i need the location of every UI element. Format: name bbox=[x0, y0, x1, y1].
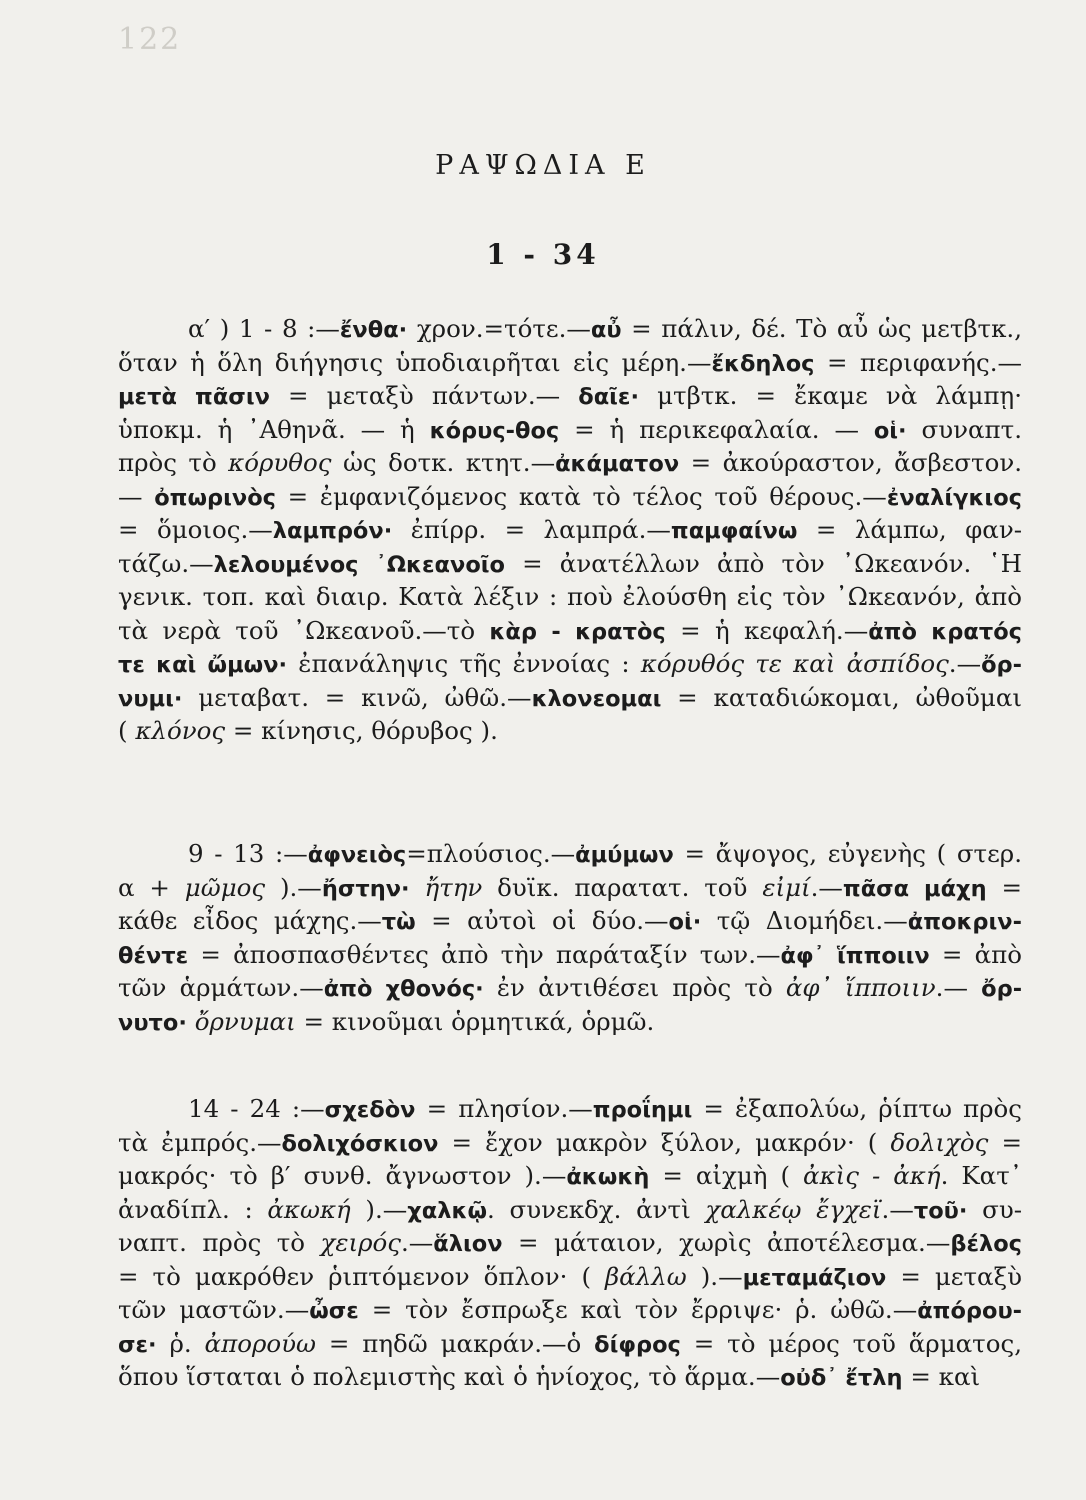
lemma-term: ἐναλίγκιος bbox=[886, 484, 1022, 511]
gloss-text: ἀναδίπλ. : bbox=[118, 1194, 268, 1224]
text-line bbox=[118, 446, 1022, 480]
lemma-term: μεταμάζιον bbox=[742, 1264, 887, 1291]
gloss-text: .— bbox=[400, 1228, 434, 1257]
paragraph-verses-1-8 bbox=[118, 312, 1022, 748]
gloss-text: χρον.=τότε.— bbox=[407, 314, 591, 343]
gloss-text: ὅπου ἵσταται ὁ πολεμιστὴς καὶ ὁ ἡνίοχος, τὸ ἅρμα.— bbox=[118, 1362, 781, 1391]
lemma-term: τὼ bbox=[381, 909, 416, 935]
gloss-text: ἐπανάληψις τῆς ἐννοίας : bbox=[287, 649, 641, 678]
gloss-text: = κινοῦμαι ὁρμητικά, ὁρμῶ. bbox=[295, 1006, 655, 1036]
text-line bbox=[118, 547, 1022, 581]
text-line bbox=[118, 480, 1022, 514]
text-line bbox=[118, 580, 1022, 614]
text-line bbox=[118, 614, 1022, 648]
italic-term: ἀπορούω bbox=[204, 1328, 316, 1358]
gloss-text: 14 - 24 :— bbox=[188, 1094, 325, 1123]
italic-term: ἤτην bbox=[424, 872, 483, 902]
text-line bbox=[118, 647, 1022, 681]
gloss-text: =πλούσιος.— bbox=[406, 839, 576, 868]
gloss-text: τῶν μαστῶν.— bbox=[118, 1295, 310, 1324]
gloss-text: συ- bbox=[967, 1194, 1022, 1224]
gloss-text: τὰ νερὰ τοῦ ᾿Ωκεανοῦ.—τὸ bbox=[118, 615, 490, 645]
text-line bbox=[118, 413, 1022, 447]
italic-term: ἀφ᾿ ἵπποιιν bbox=[785, 973, 936, 1002]
lemma-term: κόρυς-θος bbox=[429, 417, 560, 444]
text-line bbox=[118, 1092, 1022, 1126]
lemma-term: ἀφνειὸς bbox=[307, 842, 407, 868]
lemma-term: πᾶσα μάχη bbox=[842, 875, 987, 902]
lemma-term: ὦσε bbox=[309, 1298, 359, 1324]
text-line bbox=[118, 346, 1022, 380]
gloss-text: = μεταξὺ bbox=[886, 1261, 1022, 1291]
text-line bbox=[118, 1159, 1022, 1193]
chapter-title: ΡΑΨΩΔΙΑ Ε bbox=[435, 150, 651, 181]
gloss-text bbox=[410, 873, 425, 902]
text-line bbox=[118, 379, 1022, 413]
paragraph-verses-9-13 bbox=[118, 837, 1022, 1038]
gloss-text: ).— bbox=[265, 872, 322, 902]
italic-term: κόρυθός τε καὶ ἀσπίδος bbox=[640, 649, 949, 678]
text-line bbox=[118, 1327, 1022, 1361]
verse-range-heading: 1 - 34 bbox=[486, 238, 600, 271]
lemma-term: νυτο· bbox=[118, 1009, 187, 1036]
gloss-text: = ἀκούραστον, ἄσβεστον. bbox=[679, 448, 1023, 477]
lemma-term: προΐημι bbox=[592, 1097, 693, 1123]
gloss-text: ὡς δοτκ. κτητ.— bbox=[331, 448, 556, 477]
text-line bbox=[118, 1226, 1022, 1260]
lemma-term: λαμπρόν· bbox=[272, 518, 393, 544]
lemma-term: ὄρ- bbox=[981, 976, 1023, 1002]
lemma-term: ἔκδηλος bbox=[711, 350, 815, 377]
gloss-text: ῥ. bbox=[156, 1328, 205, 1358]
lemma-term: ἀπὸ κρατός bbox=[868, 618, 1022, 645]
gloss-text: α′ ) 1 - 8 :— bbox=[188, 314, 340, 343]
italic-term: κλόνος bbox=[135, 716, 226, 745]
gloss-text: = bbox=[986, 872, 1022, 902]
lemma-term: θέντε bbox=[118, 942, 189, 969]
gloss-text: = ἀνατέλλων ἀπὸ τὸν ᾿Ωκεανόν. ῾Η bbox=[505, 548, 1023, 578]
lemma-term: χαλκῷ bbox=[407, 1197, 488, 1224]
lemma-term: τε καὶ ὤμων· bbox=[118, 652, 288, 678]
lemma-term: κλονεομαι bbox=[531, 685, 662, 712]
bleed-through-page-number: 122 bbox=[118, 22, 182, 57]
lemma-term: παμφαίνω bbox=[670, 518, 798, 544]
text-line bbox=[118, 1260, 1022, 1294]
gloss-text: συναπτ. bbox=[906, 414, 1022, 444]
text-line bbox=[118, 871, 1022, 905]
italic-term: κόρυθος bbox=[228, 448, 332, 477]
lemma-term: ἤστην· bbox=[321, 875, 410, 902]
text-line bbox=[118, 312, 1022, 346]
italic-term: χαλκέῳ ἔγχεϊ bbox=[705, 1194, 882, 1224]
gloss-text: μακρός· τὸ β′ συνθ. ἄγνωστον ).— bbox=[118, 1161, 567, 1190]
gloss-text: ναπτ. πρὸς τὸ bbox=[118, 1228, 321, 1257]
lemma-term: οἱ· bbox=[873, 417, 907, 444]
text-line bbox=[118, 1293, 1022, 1327]
gloss-text: = αἰχμὴ ( bbox=[649, 1161, 804, 1190]
gloss-text: = ὅμοιος.— bbox=[118, 515, 273, 544]
paragraph-verses-14-24 bbox=[118, 1092, 1022, 1394]
gloss-text: = πάλιν, δέ. Τὸ αὖ ὡς μετβτκ., bbox=[621, 314, 1022, 343]
lemma-term: αὖ bbox=[590, 317, 622, 343]
gloss-text: = bbox=[988, 1127, 1022, 1157]
lemma-term: ἀκάματον bbox=[555, 451, 680, 477]
italic-term: βάλλω bbox=[605, 1261, 687, 1291]
lemma-term: ὄρ- bbox=[981, 652, 1022, 678]
lemma-term: ἀφ᾿ ἵπποιιν bbox=[780, 942, 930, 969]
gloss-text: .— bbox=[948, 649, 982, 678]
gloss-text: πρὸς τὸ bbox=[118, 448, 229, 477]
lemma-term: βέλος bbox=[950, 1231, 1023, 1257]
text-line bbox=[118, 1360, 1022, 1394]
gloss-text: = τὸ μακρόθεν ῥιπτόμενον ὅπλον· ( bbox=[118, 1261, 605, 1291]
gloss-text: = αὐτοὶ οἱ δύο.— bbox=[415, 906, 669, 935]
gloss-text: = καὶ bbox=[902, 1362, 981, 1391]
lemma-term: ἀπόρου- bbox=[917, 1298, 1023, 1324]
lemma-term: δίφρος bbox=[594, 1331, 681, 1358]
lemma-term: λελουμένος ᾿Ωκεανοῖο bbox=[213, 551, 506, 578]
gloss-text: ἐπίρρ. = λαμπρά.— bbox=[392, 515, 671, 544]
gloss-text: = τὸν ἔσπρωξε καὶ τὸν ἔρριψε· ῥ. ὠθῶ.— bbox=[358, 1295, 918, 1324]
text-line bbox=[118, 714, 1022, 748]
gloss-text: .— bbox=[935, 973, 982, 1002]
gloss-text: = ἐξαπολύω, ῥίπτω πρὸς bbox=[692, 1094, 1023, 1123]
gloss-text: τάζω.— bbox=[118, 548, 214, 578]
lemma-term: οὐδ᾿ ἔτλη bbox=[780, 1365, 903, 1391]
lemma-term: νυμι· bbox=[118, 685, 183, 712]
lemma-term: σχεδὸν bbox=[324, 1097, 416, 1123]
text-line bbox=[118, 1005, 1022, 1039]
italic-term: μῶμος bbox=[184, 872, 266, 902]
italic-term: χειρός bbox=[320, 1228, 401, 1257]
text-line bbox=[118, 971, 1022, 1005]
lemma-term: ὀπωρινὸς bbox=[154, 484, 276, 511]
gloss-text: = περιφανής.— bbox=[814, 347, 1022, 377]
gloss-text: κάθε εἶδος μάχης.— bbox=[118, 906, 382, 935]
lemma-term: οἱ· bbox=[668, 909, 702, 935]
gloss-text: ).— bbox=[350, 1194, 408, 1224]
gloss-text: .— bbox=[810, 872, 843, 902]
lemma-term: ἔνθα· bbox=[339, 317, 408, 343]
gloss-text: ).— bbox=[686, 1261, 743, 1291]
gloss-text: = κίνησις, θόρυβος ). bbox=[225, 716, 498, 745]
gloss-text: . Κατ᾿ bbox=[940, 1161, 1022, 1190]
text-line bbox=[118, 904, 1022, 938]
lemma-term: δαῖε· bbox=[578, 384, 639, 410]
lemma-term: κὰρ - κρατὸς bbox=[489, 618, 666, 645]
gloss-text: . συνεκδχ. ἀντὶ bbox=[487, 1194, 706, 1224]
lemma-term: ἀμύμων bbox=[575, 842, 674, 868]
gloss-text bbox=[187, 1007, 195, 1036]
gloss-text: δυϊκ. παρατατ. τοῦ bbox=[482, 872, 763, 902]
gloss-text: = ἄψογος, εὐγενὴς ( στερ. bbox=[673, 839, 1022, 868]
italic-term: δολιχὸς bbox=[890, 1127, 989, 1157]
gloss-text: = ἀποσπασθέντες ἀπὸ τὴν παράταξίν των.— bbox=[188, 939, 781, 969]
lemma-term: δολιχόσκιον bbox=[281, 1130, 439, 1157]
gloss-text: 9 - 13 :— bbox=[188, 839, 308, 868]
gloss-text: ὑποκμ. ἡ ᾿Αθηνᾶ. — ἡ bbox=[118, 414, 430, 444]
gloss-text: μεταβατ. = κινῶ, ὠθῶ.— bbox=[182, 682, 532, 712]
text-line bbox=[118, 938, 1022, 972]
gloss-text: ὅταν ἡ ὅλη διήγησις ὑποδιαιρῆται εἰς μέρη.— bbox=[118, 347, 712, 377]
gloss-text: = ἡ περικεφαλαία. — bbox=[559, 414, 874, 444]
text-line bbox=[118, 1126, 1022, 1160]
italic-term: ἀκωκή bbox=[267, 1194, 351, 1224]
gloss-text: μτβτκ. = ἔκαμε νὰ λάμπῃ· bbox=[639, 381, 1022, 410]
gloss-text: = καταδιώκομαι, ὠθοῦμαι bbox=[661, 682, 1022, 712]
lemma-term: ἀκωκὴ bbox=[566, 1164, 650, 1190]
gloss-text: τῷ Διομήδει.— bbox=[701, 906, 908, 935]
gloss-text: = ἀπὸ bbox=[929, 939, 1022, 969]
lemma-term: τοῦ· bbox=[913, 1197, 968, 1224]
gloss-text: .— bbox=[881, 1194, 914, 1224]
lemma-term: μετὰ πᾶσιν bbox=[118, 384, 270, 410]
lemma-term: ἀπὸ χθονός· bbox=[323, 976, 484, 1002]
lemma-term: σε· bbox=[118, 1331, 157, 1358]
lemma-term: ἀποκριν- bbox=[907, 909, 1022, 935]
text-line bbox=[118, 681, 1022, 715]
gloss-text: τῶν ἁρμάτων.— bbox=[118, 973, 324, 1002]
text-line bbox=[118, 837, 1022, 871]
gloss-text: = πηδῶ μακράν.—ὁ bbox=[315, 1328, 595, 1358]
gloss-text: = μάταιον, χωρὶς ἀποτέλεσμα.— bbox=[502, 1228, 951, 1257]
italic-term: ἀκὶς - ἀκή bbox=[803, 1161, 941, 1190]
gloss-text: = λάμπω, φαν- bbox=[797, 515, 1022, 544]
lemma-term: ἅλιον bbox=[433, 1231, 503, 1257]
gloss-text: = ἡ κεφαλή.— bbox=[665, 615, 869, 645]
gloss-text: α + bbox=[118, 872, 185, 902]
gloss-text: = μεταξὺ πάντων.— bbox=[269, 381, 579, 410]
gloss-text: = τὸ μέρος τοῦ ἅρματος, bbox=[680, 1328, 1022, 1358]
gloss-text: ( bbox=[118, 716, 136, 745]
gloss-text: τὰ ἐμπρός.— bbox=[118, 1127, 282, 1157]
gloss-text: ἐν ἀντιθέσει πρὸς τὸ bbox=[483, 973, 786, 1002]
gloss-text: = ἔχον μακρὸν ξύλον, μακρόν· ( bbox=[438, 1127, 891, 1157]
italic-term: εἰμί bbox=[762, 872, 811, 902]
gloss-text: γενικ. τοπ. καὶ διαιρ. Κατὰ λέξιν : ποὺ ἐλούσθη εἰς τὸν ᾿Ωκεανόν, ἀπὸ bbox=[118, 582, 1022, 611]
gloss-text: = ἐμφανιζόμενος κατὰ τὸ τέλος τοῦ θέρους.— bbox=[276, 481, 887, 511]
text-line bbox=[118, 513, 1022, 547]
gloss-text: — bbox=[118, 481, 155, 511]
text-line bbox=[118, 1193, 1022, 1227]
italic-term: ὄρνυμαι bbox=[194, 1006, 296, 1036]
gloss-text: = πλησίον.— bbox=[415, 1094, 593, 1123]
